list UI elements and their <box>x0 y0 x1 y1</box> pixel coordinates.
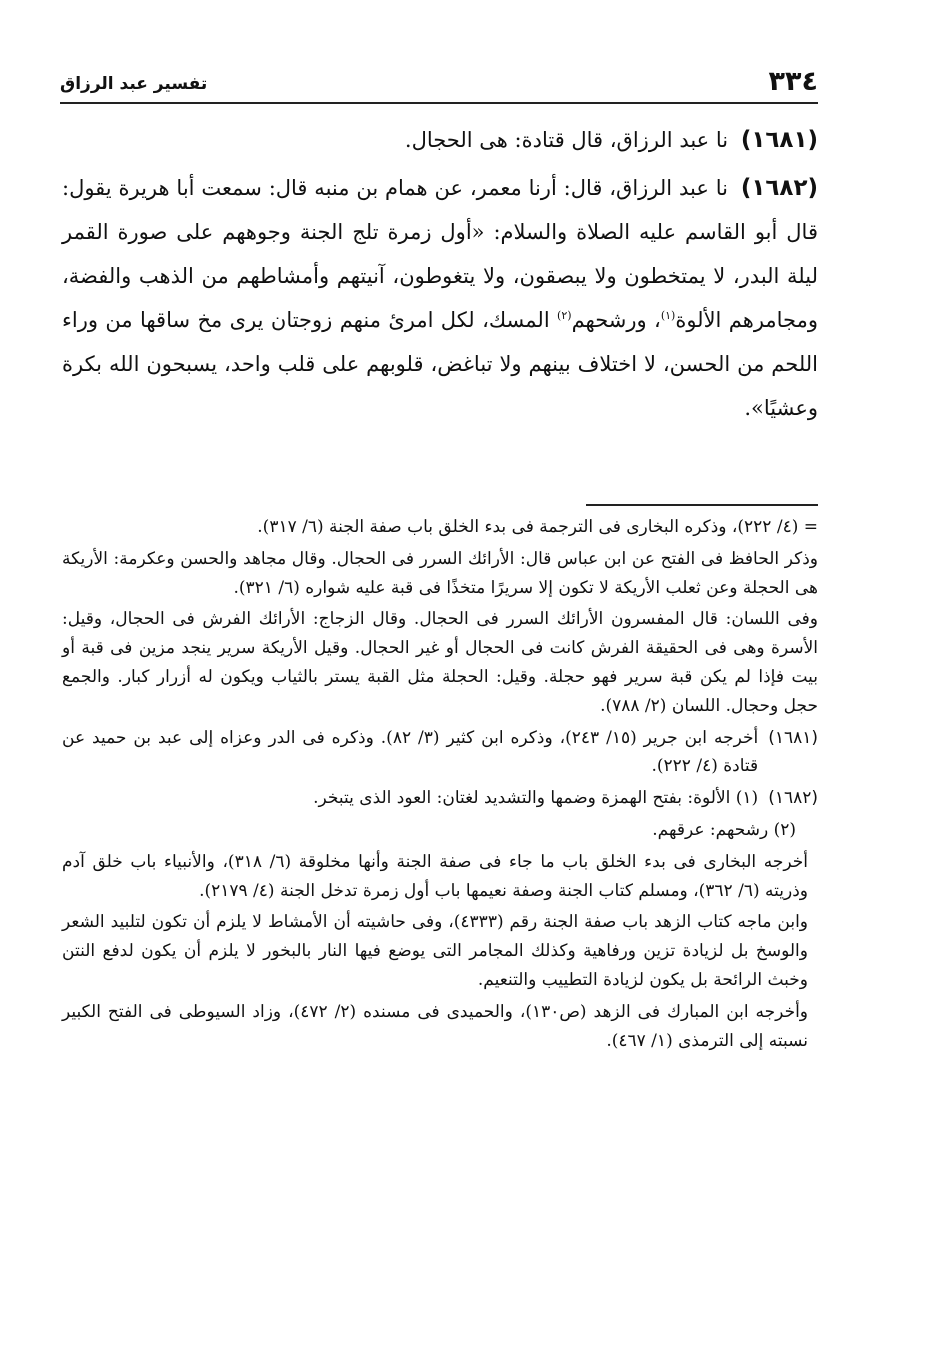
hadith-1681 <box>62 118 818 162</box>
hadith-text: المسك، لكل امرئ منهم زوجتان يرى مخ ساقها من وراء اللحم من الحسن، لا اختلاف بينهم ولا تباغض، قلوبهم على قلب واحد، يسبحون الله بكرة وعشيًا». <box>62 308 818 420</box>
main-text <box>62 118 818 434</box>
book-title: تفسير عبد الرزاق <box>60 74 208 94</box>
footnote-marker: (١) <box>660 309 676 322</box>
footnote-1681 <box>62 724 818 782</box>
hadith-number: (١٦٨١) <box>740 127 818 153</box>
hadith-1682 <box>62 166 818 430</box>
page-number: ٣٣٤ <box>768 66 818 97</box>
hadith-text: نا عبد الرزاق، قال قتادة: هى الحجال. <box>404 128 729 152</box>
footnote-separator <box>586 504 818 506</box>
footnote-marker: (٢) <box>557 309 572 322</box>
running-head <box>60 62 818 104</box>
footnote-paragraph: وأخرجه ابن المبارك فى الزهد (ص١٣٠)، والحميدى فى مسنده (٢/ ٤٧٢)، وزاد السيوطى فى الفتح الكبير نسبته إلى الترمذى (١/ ٤٦٧). <box>62 1001 809 1051</box>
hadith-number: (١٦٨٢) <box>740 175 818 201</box>
footnote-text: أخرجه ابن جرير (١٥/ ٢٤٣)، وذكره ابن كثير (٣/ ٨٢). وذكره فى الدر وعزاه إلى عبد بن حميد عن قتادة (٤/ ٢٢٢). <box>62 727 759 777</box>
footnote-number: (١٦٨١) <box>768 727 818 748</box>
footnote-paragraph: وفى اللسان: قال المفسرون الأرائك السرر فى الحجال. وقال الزجاج: الأرائك الفرش فى الحجال، وقيل: الأسرة وهى فى الحقيقة الفرش كانت فى الحجال أو غير الحجال. وقيل الأريكة سرير ينجد مزين فى قبة أو بيت فإذا لم يكن قبة سرير فهو حجلة. وقيل: الحجلة مثل القبة يستر بالثياب ويكون له أزرار كبار. والجمع حجل وحجال. اللسان (٢/ ٧٨٨). <box>62 609 818 716</box>
footnote-1682 <box>62 784 818 813</box>
footnote-paragraph: وابن ماجه كتاب الزهد باب صفة الجنة رقم (٤٣٣٣)، وفى حاشيته أن الأمشاط لا يلزم أن تكون لتلبيد الشعر والوسخ بل لزيادة تزين ورفاهية وكذلك المجامر التى يوضع فيها النار بالبخور لا يلزم أن يكون لدفع النتن وخبث الرائحة بل يكون لزيادة التطييب والتنعيم. <box>62 912 808 990</box>
hadith-text: ، ورشحهم <box>571 308 661 332</box>
footnote-continuation: = (٤/ ٢٢٢)، وذكره البخارى فى الترجمة فى بدء الخلق باب صفة الجنة (٦/ ٣١٧). <box>257 517 818 537</box>
footnote-paragraph: وذكر الحافظ فى الفتح عن ابن عباس قال: الأرائك السرر فى الحجال. وقال مجاهد والحسن وعكرمة: الأريكة هى الحجلة وعن ثعلب الأريكة لا تكون إلا سريرًا متخذًا فى قبة عليه شواره (٦/ ٣٢١). <box>62 548 818 598</box>
footnote-subnote: (٢) رشحهم: عرقهم. <box>652 819 796 840</box>
footnote-number: (١٦٨٢) <box>768 788 818 809</box>
footnote-text: (١) الألوة: بفتح الهمزة وضمها والتشديد لغتان: العود الذى يتبخر. <box>313 788 759 809</box>
hadith-text: نا عبد الرزاق، قال: أرنا معمر، عن همام بن منبه قال: سمعت أبا هريرة يقول: قال أبو القاسم عليه الصلاة والسلام: «أول زمرة تلج الجنة وجوههم على صورة القمر ليلة البدر، لا يمتخطون ولا يبصقون، ولا يتغوطون، آنيتهم وأمشاطهم من الذهب والفضة، ومجامرهم الألوة <box>62 176 818 332</box>
footnotes <box>62 513 818 1058</box>
footnote-paragraph: أخرجه البخارى فى بدء الخلق باب ما جاء فى صفة الجنة وأنها مخلوقة (٦/ ٣١٨)، والأنبياء باب خلق آدم وذريته (٦/ ٣٦٢)، ومسلم كتاب الجنة وصفة نعيمها باب أول زمرة تدخل الجنة (٤/ ٢١٧٩). <box>62 851 808 901</box>
